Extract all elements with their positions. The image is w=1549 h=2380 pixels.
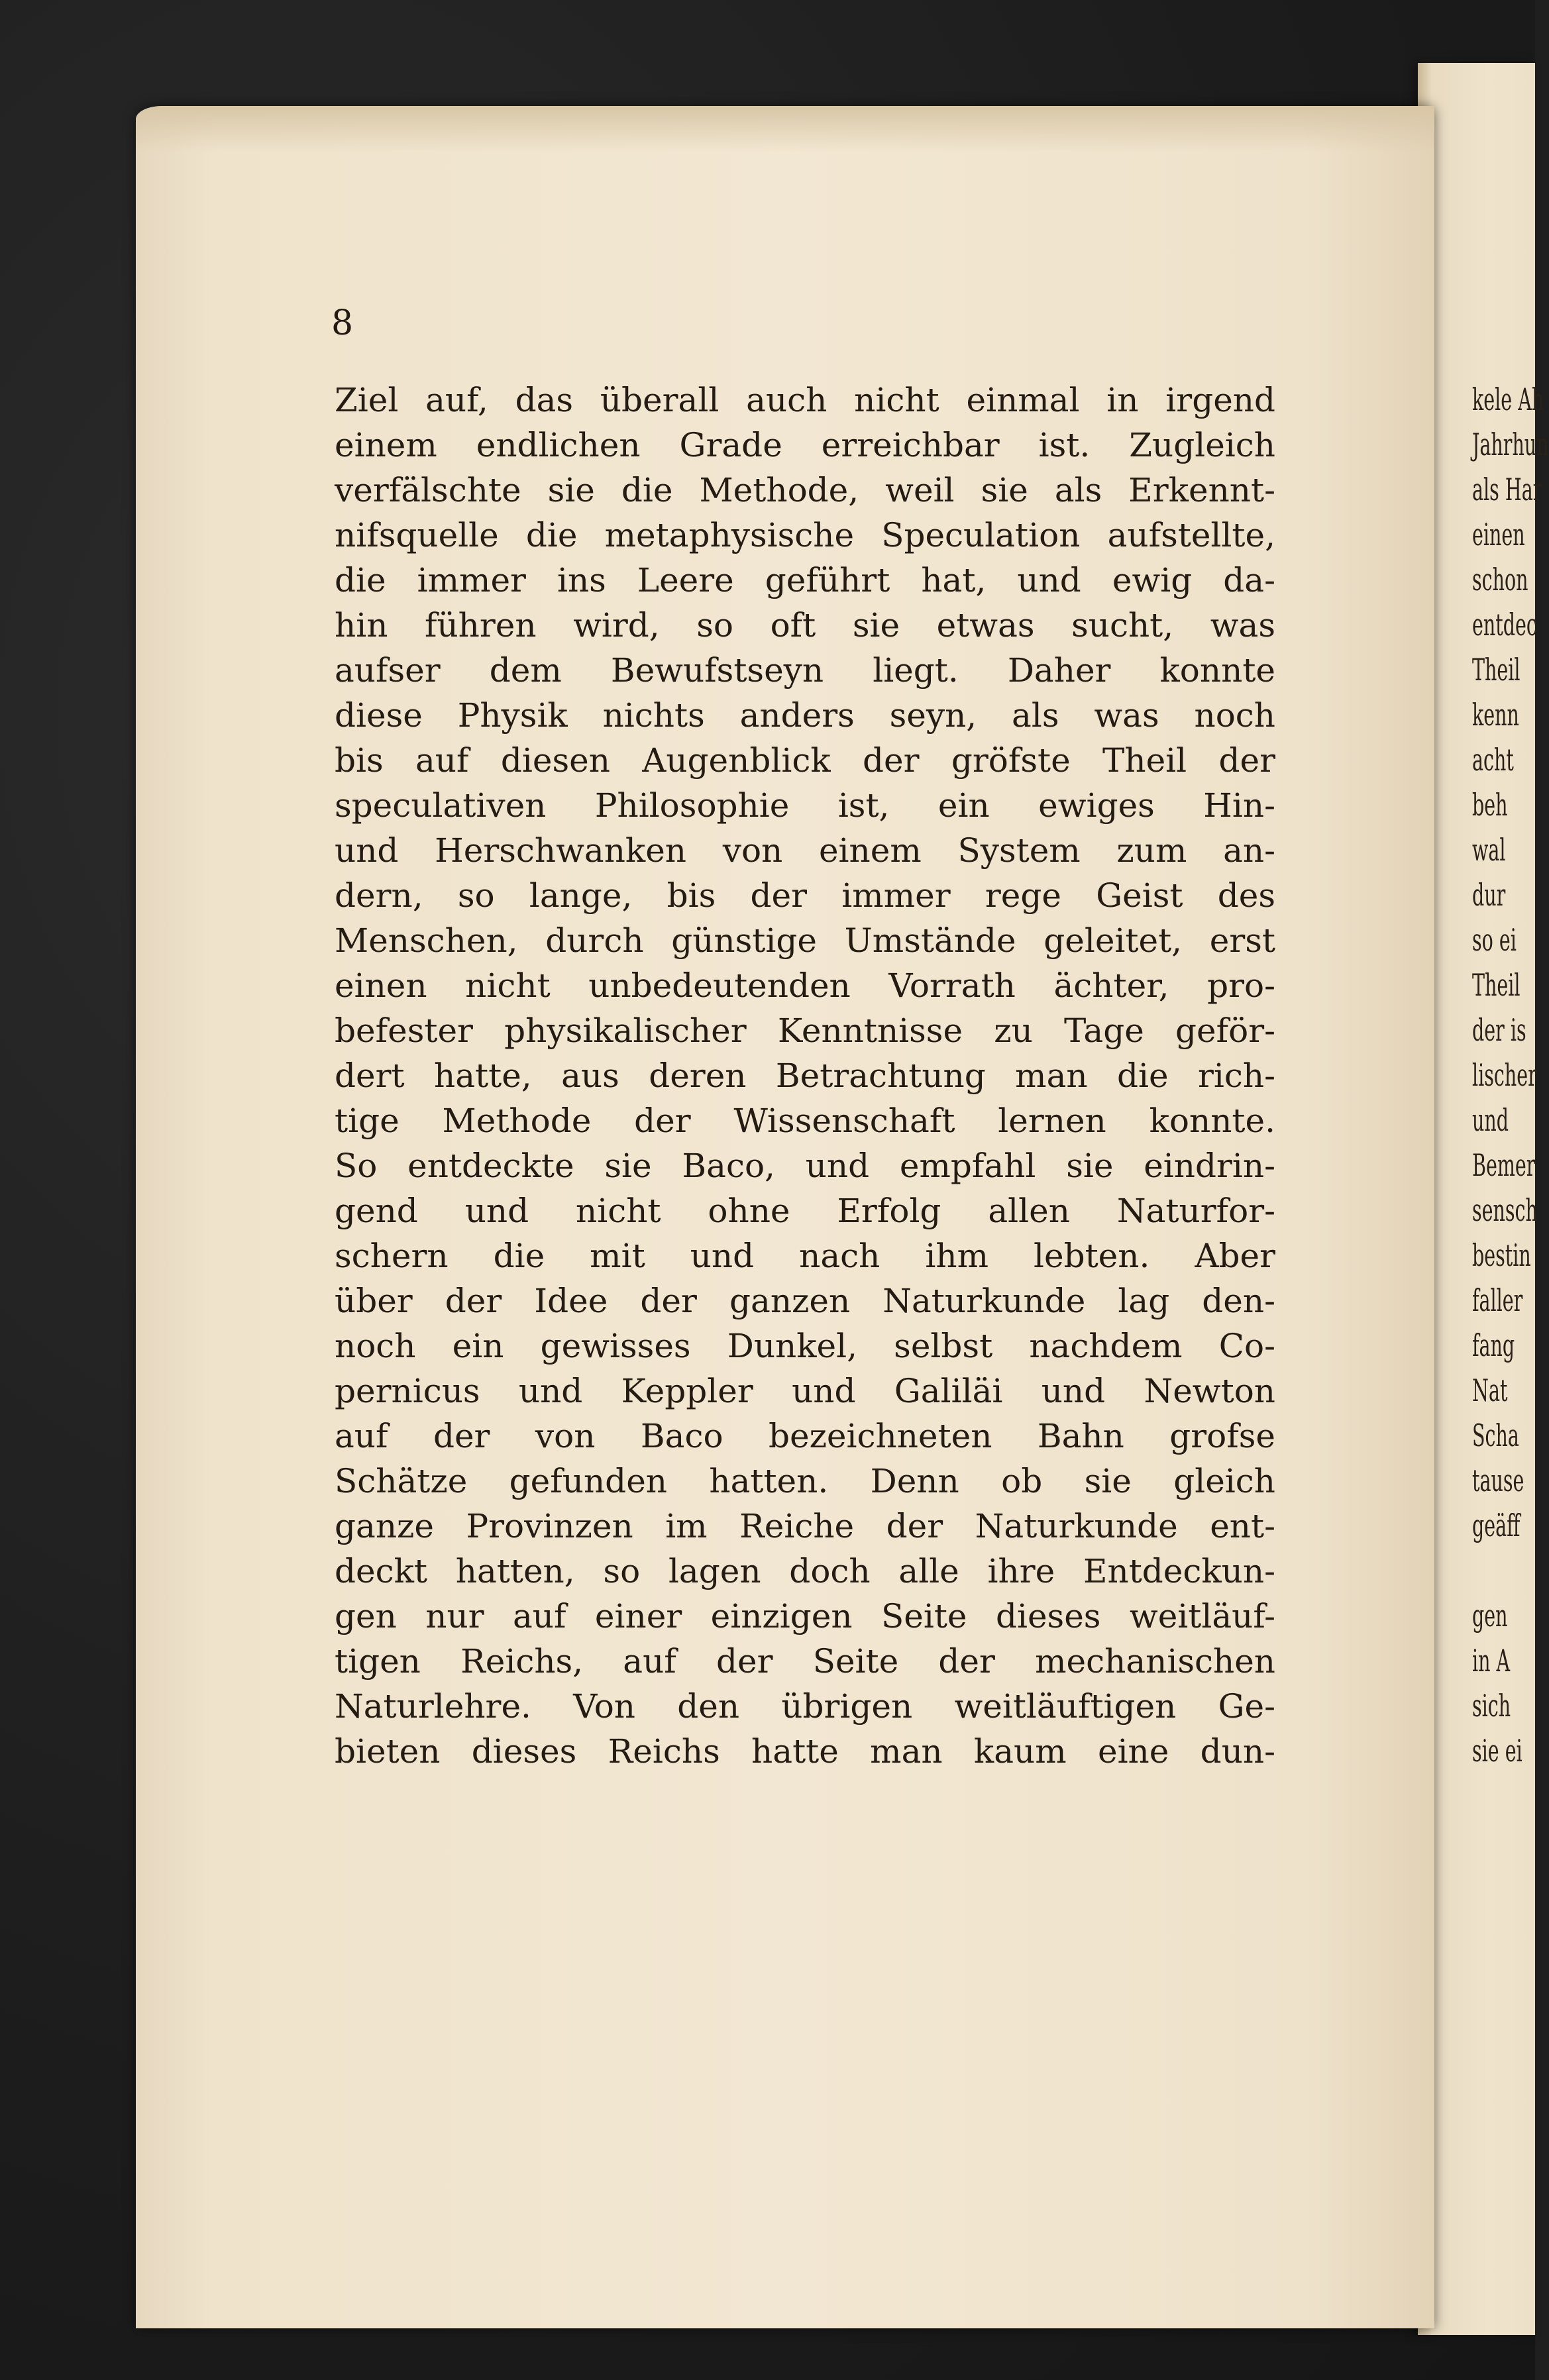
facing-text-fragment: so ei [1472,922,1517,958]
text-line: tige Methode der Wissenschaft lernen konnte. [335,1102,1275,1140]
text-line: und Herschwanken von einem System zum an- [335,831,1275,870]
facing-text-fragment: dur [1472,877,1506,913]
facing-text-fragment: lischer [1472,1057,1537,1093]
facing-text-fragment: Bemer [1472,1147,1536,1183]
facing-text-fragment: sensch [1472,1192,1538,1228]
text-line: So entdeckte sie Baco, und empfahl sie eindrin- [335,1147,1275,1185]
text-line: Schätze gefunden hatten. Denn ob sie gleich [335,1462,1275,1500]
facing-text-fragment: Jahrhun [1472,427,1549,462]
text-line: pernicus und Keppler und Galiläi und Newton [335,1372,1275,1410]
text-line: dern, so lange, bis der immer rege Geist des [335,876,1275,915]
text-line: einen nicht unbedeutenden Vorrath ächter, pro- [335,966,1275,1005]
text-line: Naturlehre. Von den übrigen weitläuftigen Ge- [335,1687,1275,1726]
facing-text-fragment: beh [1472,787,1508,823]
text-line: gen nur auf einer einzigen Seite dieses weitläuf- [335,1597,1275,1635]
facing-text-fragment: sie ei [1472,1733,1522,1769]
facing-text-fragment: als Har [1472,472,1542,507]
text-line: verfälschte sie die Methode, weil sie als Erkennt- [335,471,1275,509]
facing-text-fragment: und [1472,1102,1509,1138]
facing-text-fragment: schon [1472,562,1528,597]
text-line: hin führen wird, so oft sie etwas sucht, was [335,606,1275,645]
text-line: schern die mit und nach ihm lebten. Aber [335,1237,1275,1275]
facing-text-fragment: Theil [1472,652,1521,688]
text-line: nifsquelle die metaphysische Speculation aufstellte, [335,516,1275,554]
text-line: tigen Reichs, auf der Seite der mechanischen [335,1642,1275,1681]
body-text [335,378,1275,1774]
facing-text-fragment: acht [1472,742,1514,778]
facing-text-fragment: faller [1472,1282,1523,1318]
text-line: ganze Provinzen im Reiche der Naturkunde ent- [335,1507,1275,1545]
text-line: diese Physik nichts anders seyn, als was noch [335,696,1275,735]
text-line: aufser dem Bewufstseyn liegt. Daher konnte [335,651,1275,690]
facing-text-fragment: geäff [1472,1508,1521,1543]
facing-text-fragment: gen [1472,1598,1508,1633]
text-line: deckt hatten, so lagen doch alle ihre Entdeckun- [335,1552,1275,1590]
facing-text-fragment: kele Ah [1472,382,1544,417]
text-line: über der Idee der ganzen Naturkunde lag den- [335,1282,1275,1320]
text-line: speculativen Philosophie ist, ein ewiges Hin- [335,786,1275,825]
facing-page [1418,63,1549,2335]
facing-text-fragment: Theil [1472,967,1521,1003]
text-line: Ziel auf, das überall auch nicht einmal in irgend [335,381,1275,419]
facing-text-fragment: sich [1472,1688,1511,1724]
facing-text-fragment: der is [1472,1012,1526,1048]
facing-text-fragment: tause [1472,1463,1524,1498]
facing-text-fragment: in A [1472,1643,1511,1679]
facing-text-fragment: fang [1472,1327,1515,1363]
text-line: einem endlichen Grade erreichbar ist. Zugleich [335,426,1275,464]
text-line: bis auf diesen Augenblick der gröfste Theil der [335,741,1275,780]
facing-text-fragment: Nat [1472,1372,1508,1408]
text-line: befester physikalischer Kenntnisse zu Tage geför- [335,1011,1275,1050]
text-line: noch ein gewisses Dunkel, selbst nachdem Co- [335,1327,1275,1365]
facing-text-fragment: kenn [1472,697,1519,733]
text-line: bieten dieses Reichs hatte man kaum eine dun- [335,1732,1275,1771]
page-number: 8 [331,303,354,343]
text-line: auf der von Baco bezeichneten Bahn grofse [335,1417,1275,1455]
text-line: gend und nicht ohne Erfolg allen Naturfor- [335,1192,1275,1230]
text-line: die immer ins Leere geführt hat, und ewig da- [335,561,1275,599]
facing-text-fragment: entdec [1472,607,1537,643]
text-line: Menschen, durch günstige Umstände geleitet, erst [335,921,1275,960]
facing-text-fragment: einen [1472,517,1525,552]
facing-text-fragment: Scha [1472,1418,1519,1453]
facing-text-fragment: wal [1472,832,1506,868]
text-line: dert hatte, aus deren Betrachtung man die rich- [335,1057,1275,1095]
facing-text-fragment: bestin [1472,1237,1531,1273]
